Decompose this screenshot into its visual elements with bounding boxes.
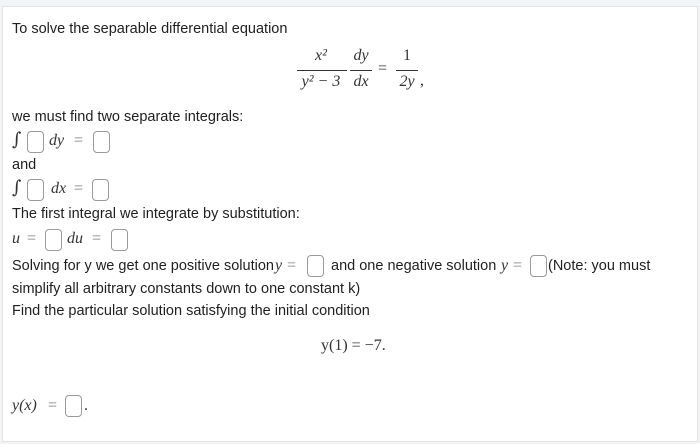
integral1-differential: dy: [49, 132, 65, 149]
particular-solution-text: Find the particular solution satisfying the initial condition: [12, 303, 370, 319]
substitution-text: The first integral we integrate by substitution:: [12, 206, 300, 222]
final-answer-period: .: [84, 397, 88, 414]
equation-equals: =: [378, 60, 388, 77]
and-label: and: [12, 157, 37, 173]
integral2-equals: =: [74, 180, 84, 197]
integral2-integrand-input[interactable]: [27, 179, 44, 201]
initial-condition: y(1) = −7.: [321, 337, 386, 354]
solving-text-2: and one negative solution: [331, 258, 497, 274]
frac2-denominator: dx: [353, 73, 369, 90]
integral1-equals: =: [74, 132, 84, 149]
note-text: (Note: you must: [548, 258, 651, 274]
frac3-numerator: 1: [403, 47, 411, 64]
substitution-equals-1: =: [27, 230, 37, 247]
negative-solution-equals: =: [513, 257, 523, 274]
integral-sign-2: ∫: [12, 177, 22, 198]
positive-solution-input[interactable]: [307, 255, 324, 277]
integral1-result-input[interactable]: [93, 131, 110, 153]
substitution-du: du: [67, 230, 83, 247]
final-answer-input[interactable]: [65, 395, 82, 417]
solving-text-1: Solving for y we get one positive solution: [12, 258, 274, 274]
integral2-differential: dx: [51, 180, 67, 197]
negative-solution-y: y: [501, 257, 509, 274]
integrals-intro-text: we must find two separate integrals:: [12, 109, 244, 125]
substitution-u-input[interactable]: [45, 229, 62, 251]
equation-comma: ,: [420, 72, 424, 89]
frac1-numerator: x²: [315, 47, 327, 64]
substitution-du-input[interactable]: [111, 229, 128, 251]
solving-text-line2: simplify all arbitrary constants down to one constant k): [12, 281, 361, 297]
integral1-integrand-input[interactable]: [27, 131, 44, 153]
substitution-u: u: [12, 230, 20, 247]
question-card: [2, 6, 698, 442]
substitution-equals-2: =: [92, 230, 102, 247]
integral-sign-1: ∫: [12, 129, 22, 150]
positive-solution-equals: =: [287, 257, 297, 274]
integral2-result-input[interactable]: [92, 179, 109, 201]
positive-solution-y: y: [275, 257, 283, 274]
intro-text: To solve the separable differential equation: [12, 21, 288, 37]
frac2-numerator: dy: [353, 47, 369, 64]
final-answer-label: y(x): [12, 397, 37, 414]
frac3-denominator: 2y: [399, 73, 415, 90]
frac1-denominator: y² − 3: [301, 73, 341, 90]
negative-solution-input[interactable]: [530, 255, 547, 277]
final-answer-equals: =: [48, 397, 58, 414]
